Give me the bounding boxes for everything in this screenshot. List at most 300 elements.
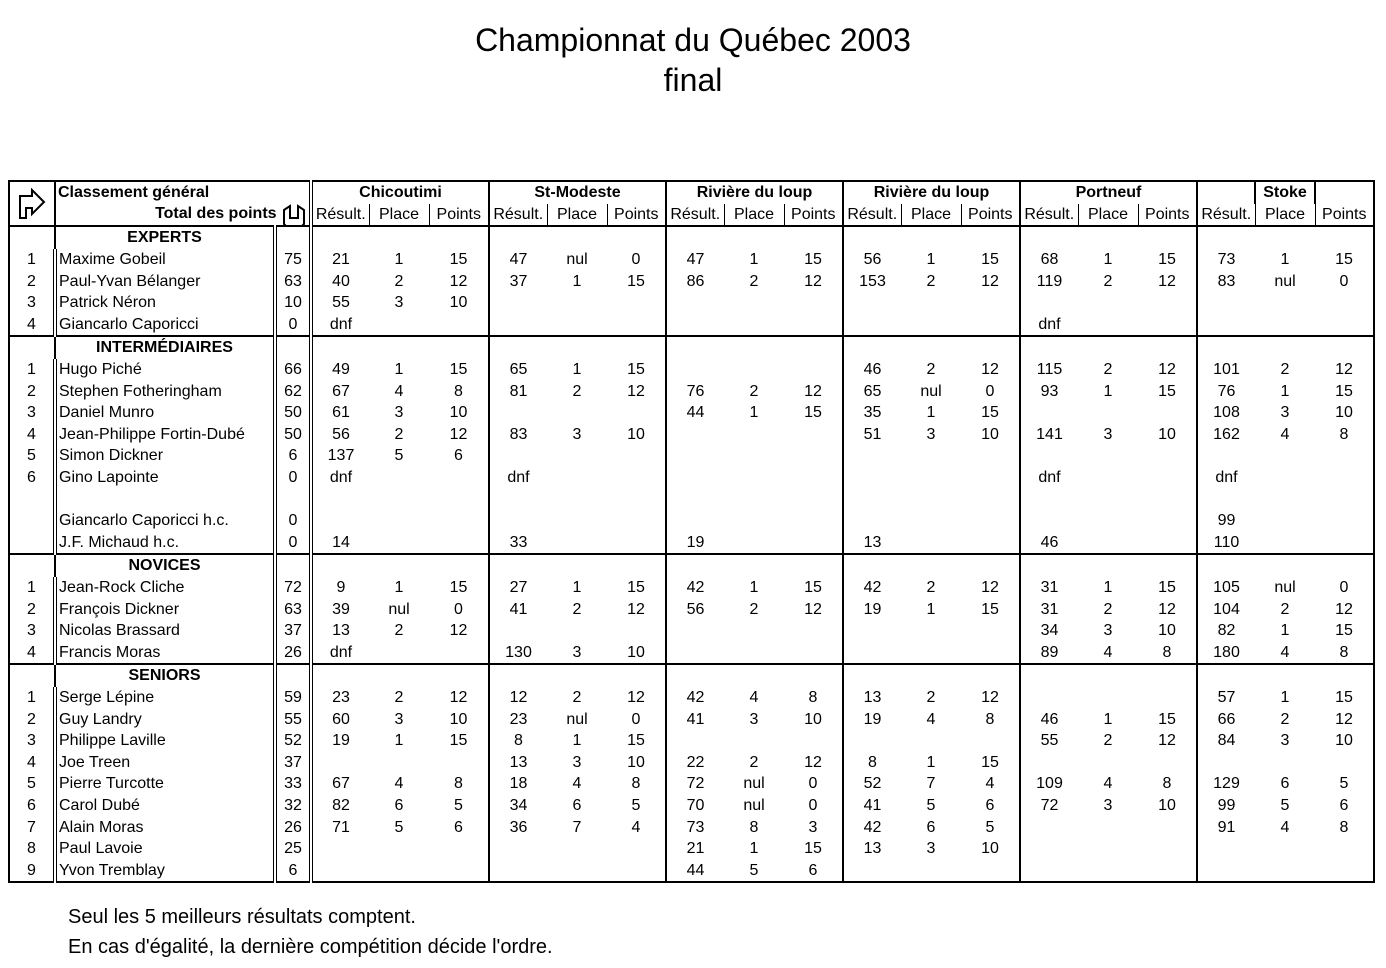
competitor-name: [55, 488, 275, 510]
points-cell: 15: [1315, 620, 1374, 642]
result-cell: 180: [1197, 641, 1255, 664]
place-cell: [1255, 292, 1315, 314]
place-cell: 3: [926, 425, 936, 443]
place-cell: 3: [394, 710, 404, 728]
points-cell: [1138, 488, 1197, 510]
points-cell: [1315, 292, 1374, 314]
points-cell: [607, 467, 666, 489]
points-cell: 6: [1315, 795, 1374, 817]
points-cell: [607, 292, 666, 314]
points-cell: 12: [804, 272, 822, 290]
place-cell: [547, 620, 607, 642]
place-cell: [547, 445, 607, 467]
result-cell: 8: [843, 751, 901, 773]
place-cell: [547, 859, 607, 882]
points-cell: 15: [627, 578, 645, 596]
place-cell: nul: [566, 251, 588, 269]
points-cell: 12: [804, 753, 822, 771]
place-cell: 1: [749, 578, 759, 596]
category-row: [9, 226, 1374, 249]
total-points: 0: [275, 532, 311, 555]
points-cell: 3: [808, 818, 818, 836]
competitor-name: Gino Lapointe: [55, 467, 275, 489]
result-cell: 73: [1197, 249, 1255, 271]
result-cell: 52: [843, 773, 901, 795]
points-cell: 12: [804, 600, 822, 618]
place-cell: [547, 838, 607, 860]
place-cell: 1: [1280, 688, 1290, 706]
points-cell: [1138, 838, 1197, 860]
place-cell: 1: [1280, 622, 1290, 640]
result-cell: 42: [843, 816, 901, 838]
points-cell: [784, 488, 843, 510]
rank-cell: 2: [9, 598, 55, 620]
result-cell: 129: [1197, 773, 1255, 795]
result-cell: 81: [489, 380, 547, 402]
place-cell: [1078, 687, 1138, 709]
rank-cell: 4: [9, 751, 55, 773]
result-cell: [311, 510, 369, 532]
points-cell: 10: [804, 710, 822, 728]
rank-cell: 4: [9, 314, 55, 337]
rank-cell: [9, 488, 55, 510]
points-cell: [1138, 510, 1197, 532]
competitor-name: Jean-Rock Cliche: [55, 577, 275, 599]
place-cell: 1: [926, 251, 936, 269]
event-header-1: Chicoutimi: [311, 181, 489, 204]
place-cell: nul: [1274, 578, 1296, 596]
points-cell: 10: [627, 425, 645, 443]
points-cell: [607, 488, 666, 510]
result-cell: 13: [843, 532, 901, 555]
table-row: [9, 708, 1374, 730]
points-cell: [961, 620, 1020, 642]
points-cell: [1138, 402, 1197, 424]
points-cell: [429, 532, 489, 555]
place-cell: [369, 859, 429, 882]
place-cell: [724, 467, 784, 489]
table-row: [9, 292, 1374, 314]
result-cell: 31: [1020, 577, 1078, 599]
result-cell: [666, 292, 724, 314]
total-points: 66: [275, 359, 311, 381]
competitor-name: François Dickner: [55, 598, 275, 620]
points-cell: [784, 467, 843, 489]
points-cell: [784, 730, 843, 752]
place-cell: [901, 859, 961, 882]
competitor-name: Paul Lavoie: [55, 838, 275, 860]
competitor-name: Joe Treen: [55, 751, 275, 773]
place-cell: [547, 292, 607, 314]
competitor-name: Francis Moras: [55, 641, 275, 664]
result-cell: 67: [311, 773, 369, 795]
result-cell: 56: [666, 598, 724, 620]
points-cell: 0: [985, 382, 995, 400]
place-cell: [369, 532, 429, 555]
competitor-name: Philippe Laville: [55, 730, 275, 752]
place-cell: [724, 359, 784, 381]
result-cell: [843, 292, 901, 314]
points-cell: [607, 859, 666, 882]
place-cell: 1: [572, 272, 582, 290]
place-cell: 5: [926, 796, 936, 814]
place-cell: [547, 402, 607, 424]
table-row: [9, 380, 1374, 402]
points-cell: [607, 314, 666, 337]
place-cell: 3: [1280, 732, 1290, 750]
competitor-name: Yvon Tremblay: [55, 859, 275, 882]
points-cell: 4: [985, 775, 995, 793]
result-cell: 73: [666, 816, 724, 838]
result-cell: 119: [1020, 270, 1078, 292]
subheader-points: Points: [429, 204, 489, 227]
result-cell: [489, 314, 547, 337]
points-cell: 5: [631, 796, 641, 814]
points-cell: 8: [1315, 641, 1374, 664]
result-cell: 67: [311, 380, 369, 402]
rank-cell: 1: [9, 249, 55, 271]
result-cell: 130: [489, 641, 547, 664]
place-cell: [901, 314, 961, 337]
place-cell: [369, 510, 429, 532]
points-cell: 12: [627, 688, 645, 706]
points-cell: [1315, 751, 1374, 773]
result-cell: 109: [1020, 773, 1078, 795]
points-cell: 10: [981, 840, 999, 858]
rank-cell: 1: [9, 577, 55, 599]
points-cell: 12: [449, 425, 468, 443]
result-cell: 14: [311, 532, 369, 555]
total-points: 32: [275, 795, 311, 817]
place-cell: 2: [394, 425, 404, 443]
competitor-name: J.F. Michaud h.c.: [55, 532, 275, 555]
result-cell: 76: [1197, 380, 1255, 402]
rank-cell: 3: [9, 620, 55, 642]
place-cell: 1: [394, 732, 404, 750]
category-label: NOVICES: [55, 554, 275, 577]
points-cell: 8: [631, 775, 641, 793]
result-cell: 19: [666, 532, 724, 555]
points-cell: 6: [454, 447, 463, 465]
subheader-points: Points: [1315, 204, 1374, 227]
result-cell: 115: [1020, 359, 1078, 381]
table-row: [9, 424, 1374, 446]
result-cell: [1197, 751, 1255, 773]
place-cell: [1255, 314, 1315, 337]
result-cell: [1020, 859, 1078, 882]
competitor-name: Nicolas Brassard: [55, 620, 275, 642]
result-cell: [666, 641, 724, 664]
points-cell: 10: [627, 643, 645, 661]
points-cell: [429, 467, 489, 489]
points-cell: 0: [1315, 270, 1374, 292]
subheader-place: Place: [369, 204, 429, 227]
place-cell: 3: [394, 294, 404, 312]
points-cell: [1138, 687, 1197, 709]
category-row: [9, 664, 1374, 687]
competitor-name: Giancarlo Caporicci: [55, 314, 275, 337]
table-row: [9, 730, 1374, 752]
table-row: [9, 270, 1374, 292]
competitor-name: Jean-Philippe Fortin-Dubé: [55, 424, 275, 446]
result-cell: [843, 510, 901, 532]
category-label: INTERMÉDIAIRES: [55, 336, 275, 359]
subheader-points: Points: [1138, 204, 1197, 227]
competitor-name: Guy Landry: [55, 708, 275, 730]
result-cell: 66: [1197, 708, 1255, 730]
place-cell: 1: [394, 578, 404, 596]
points-cell: [784, 641, 843, 664]
total-points: 52: [275, 730, 311, 752]
place-cell: [1255, 510, 1315, 532]
points-cell: 8: [1162, 775, 1172, 793]
place-cell: 4: [1103, 643, 1113, 661]
total-points: 63: [275, 598, 311, 620]
place-cell: [1078, 445, 1138, 467]
place-cell: 1: [926, 600, 936, 618]
points-cell: 10: [627, 753, 645, 771]
result-cell: 27: [489, 577, 547, 599]
place-cell: [369, 751, 429, 773]
points-cell: 15: [449, 578, 468, 596]
place-cell: 3: [1280, 404, 1290, 422]
place-cell: [724, 641, 784, 664]
place-cell: [901, 620, 961, 642]
place-cell: 5: [394, 818, 404, 836]
points-cell: [1315, 445, 1374, 467]
place-cell: [1255, 488, 1315, 510]
place-cell: nul: [743, 796, 765, 814]
result-cell: [843, 488, 901, 510]
place-cell: 2: [749, 600, 759, 618]
points-cell: [961, 292, 1020, 314]
competitor-name: Giancarlo Caporicci h.c.: [55, 510, 275, 532]
result-cell: [489, 510, 547, 532]
total-points: 59: [275, 687, 311, 709]
points-cell: [784, 359, 843, 381]
total-points: 37: [275, 620, 311, 642]
points-cell: [961, 445, 1020, 467]
place-cell: 3: [1103, 796, 1113, 814]
place-cell: [901, 488, 961, 510]
result-cell: 84: [1197, 730, 1255, 752]
competitor-name: Daniel Munro: [55, 402, 275, 424]
total-points: 33: [275, 773, 311, 795]
result-cell: 65: [843, 380, 901, 402]
place-cell: 4: [926, 710, 936, 728]
rank-cell: 8: [9, 838, 55, 860]
points-cell: 15: [981, 600, 999, 618]
result-cell: 93: [1020, 380, 1078, 402]
result-cell: 19: [843, 598, 901, 620]
place-cell: [901, 532, 961, 555]
place-cell: 4: [1280, 425, 1290, 443]
points-cell: 5: [985, 818, 995, 836]
place-cell: nul: [566, 710, 588, 728]
place-cell: [1078, 859, 1138, 882]
result-cell: 12: [489, 687, 547, 709]
standings-table: [8, 180, 1375, 883]
rank-cell: 3: [9, 730, 55, 752]
result-cell: 21: [666, 838, 724, 860]
points-cell: [784, 424, 843, 446]
category-row: [9, 554, 1374, 577]
result-cell: [666, 445, 724, 467]
place-cell: 1: [1280, 251, 1290, 269]
result-cell: 42: [843, 577, 901, 599]
subheader-place: Place: [901, 204, 961, 227]
place-cell: [901, 641, 961, 664]
place-cell: 5: [394, 447, 404, 465]
place-cell: 1: [1103, 710, 1113, 728]
place-cell: 2: [926, 688, 936, 706]
subheader-place: Place: [724, 204, 784, 227]
result-cell: 72: [666, 773, 724, 795]
place-cell: 2: [1280, 600, 1290, 618]
points-cell: 15: [627, 272, 645, 290]
place-cell: [1078, 402, 1138, 424]
total-points: 50: [275, 402, 311, 424]
points-cell: [1138, 445, 1197, 467]
place-cell: [369, 641, 429, 664]
subheader-points: Points: [961, 204, 1020, 227]
place-cell: 2: [749, 382, 759, 400]
place-cell: [369, 488, 429, 510]
table-row: [9, 402, 1374, 424]
result-cell: [843, 620, 901, 642]
total-points: 6: [275, 445, 311, 467]
competitor-name: Hugo Piché: [55, 359, 275, 381]
result-cell: [843, 730, 901, 752]
place-cell: 2: [1103, 732, 1113, 750]
place-cell: 6: [572, 796, 582, 814]
points-cell: 8: [454, 775, 463, 793]
result-cell: 83: [489, 424, 547, 446]
result-cell: 65: [489, 359, 547, 381]
result-cell: [1020, 751, 1078, 773]
place-cell: 1: [1103, 251, 1113, 269]
place-cell: 3: [572, 753, 582, 771]
points-cell: 6: [454, 818, 463, 836]
result-cell: dnf: [1020, 467, 1078, 489]
subheader-result: Résult.: [311, 204, 369, 227]
total-points: 6: [275, 859, 311, 882]
place-cell: 1: [1103, 578, 1113, 596]
points-cell: [1315, 510, 1374, 532]
place-cell: [1255, 838, 1315, 860]
rank-cell: 5: [9, 445, 55, 467]
place-cell: 1: [572, 361, 582, 379]
points-cell: 10: [449, 710, 468, 728]
result-cell: 19: [843, 708, 901, 730]
rank-cell: 3: [9, 292, 55, 314]
table-row: [9, 249, 1374, 271]
place-cell: [369, 838, 429, 860]
event-header-2: St-Modeste: [489, 181, 666, 204]
place-cell: 1: [394, 251, 404, 269]
result-cell: [311, 859, 369, 882]
place-cell: [724, 532, 784, 555]
result-cell: [666, 488, 724, 510]
place-cell: 3: [1103, 622, 1113, 640]
points-cell: [784, 314, 843, 337]
event-header-5: Portneuf: [1020, 181, 1197, 204]
result-cell: 33: [489, 532, 547, 555]
place-cell: [547, 314, 607, 337]
place-cell: [1078, 751, 1138, 773]
result-cell: 44: [666, 402, 724, 424]
result-cell: 56: [843, 249, 901, 271]
result-cell: 41: [489, 598, 547, 620]
place-cell: 5: [1280, 796, 1290, 814]
result-cell: [843, 641, 901, 664]
place-cell: 2: [1103, 600, 1113, 618]
header-row-2: [9, 204, 1374, 227]
points-cell: [429, 488, 489, 510]
place-cell: [1078, 816, 1138, 838]
table-row: [9, 641, 1374, 664]
total-points: 0: [275, 510, 311, 532]
total-points: 37: [275, 751, 311, 773]
place-cell: nul: [920, 382, 942, 400]
table-row: [9, 314, 1374, 337]
place-cell: 1: [1103, 382, 1113, 400]
points-cell: 12: [1315, 359, 1374, 381]
points-cell: [429, 751, 489, 773]
result-cell: 105: [1197, 577, 1255, 599]
result-cell: 46: [1020, 708, 1078, 730]
total-points: 75: [275, 249, 311, 271]
points-cell: 8: [808, 688, 818, 706]
rank-cell: 7: [9, 816, 55, 838]
result-cell: 46: [843, 359, 901, 381]
place-cell: [369, 314, 429, 337]
points-cell: 10: [981, 425, 999, 443]
result-cell: [1197, 445, 1255, 467]
place-cell: [724, 292, 784, 314]
points-cell: 0: [631, 710, 641, 728]
place-cell: [547, 532, 607, 555]
table-row: [9, 795, 1374, 817]
points-cell: 10: [1158, 622, 1176, 640]
result-cell: [489, 838, 547, 860]
place-cell: 3: [394, 404, 404, 422]
place-cell: 2: [572, 688, 582, 706]
rank-cell: 1: [9, 359, 55, 381]
points-cell: 15: [627, 732, 645, 750]
points-cell: [429, 510, 489, 532]
points-cell: 12: [449, 622, 468, 640]
subheader-points: Points: [607, 204, 666, 227]
points-cell: 12: [1158, 361, 1176, 379]
rank-cell: [9, 532, 55, 555]
competitor-name: Simon Dickner: [55, 445, 275, 467]
place-cell: 4: [749, 688, 759, 706]
place-cell: 3: [1103, 425, 1113, 443]
total-points: 10: [275, 292, 311, 314]
points-cell: 12: [449, 272, 468, 290]
place-cell: 2: [394, 688, 404, 706]
total-points: 0: [275, 314, 311, 337]
points-cell: 15: [804, 840, 822, 858]
table-row: [9, 751, 1374, 773]
place-cell: 1: [394, 361, 404, 379]
result-cell: [666, 510, 724, 532]
place-cell: 5: [724, 859, 784, 882]
place-cell: [1255, 859, 1315, 882]
points-cell: 15: [981, 404, 999, 422]
points-cell: 15: [1158, 382, 1176, 400]
